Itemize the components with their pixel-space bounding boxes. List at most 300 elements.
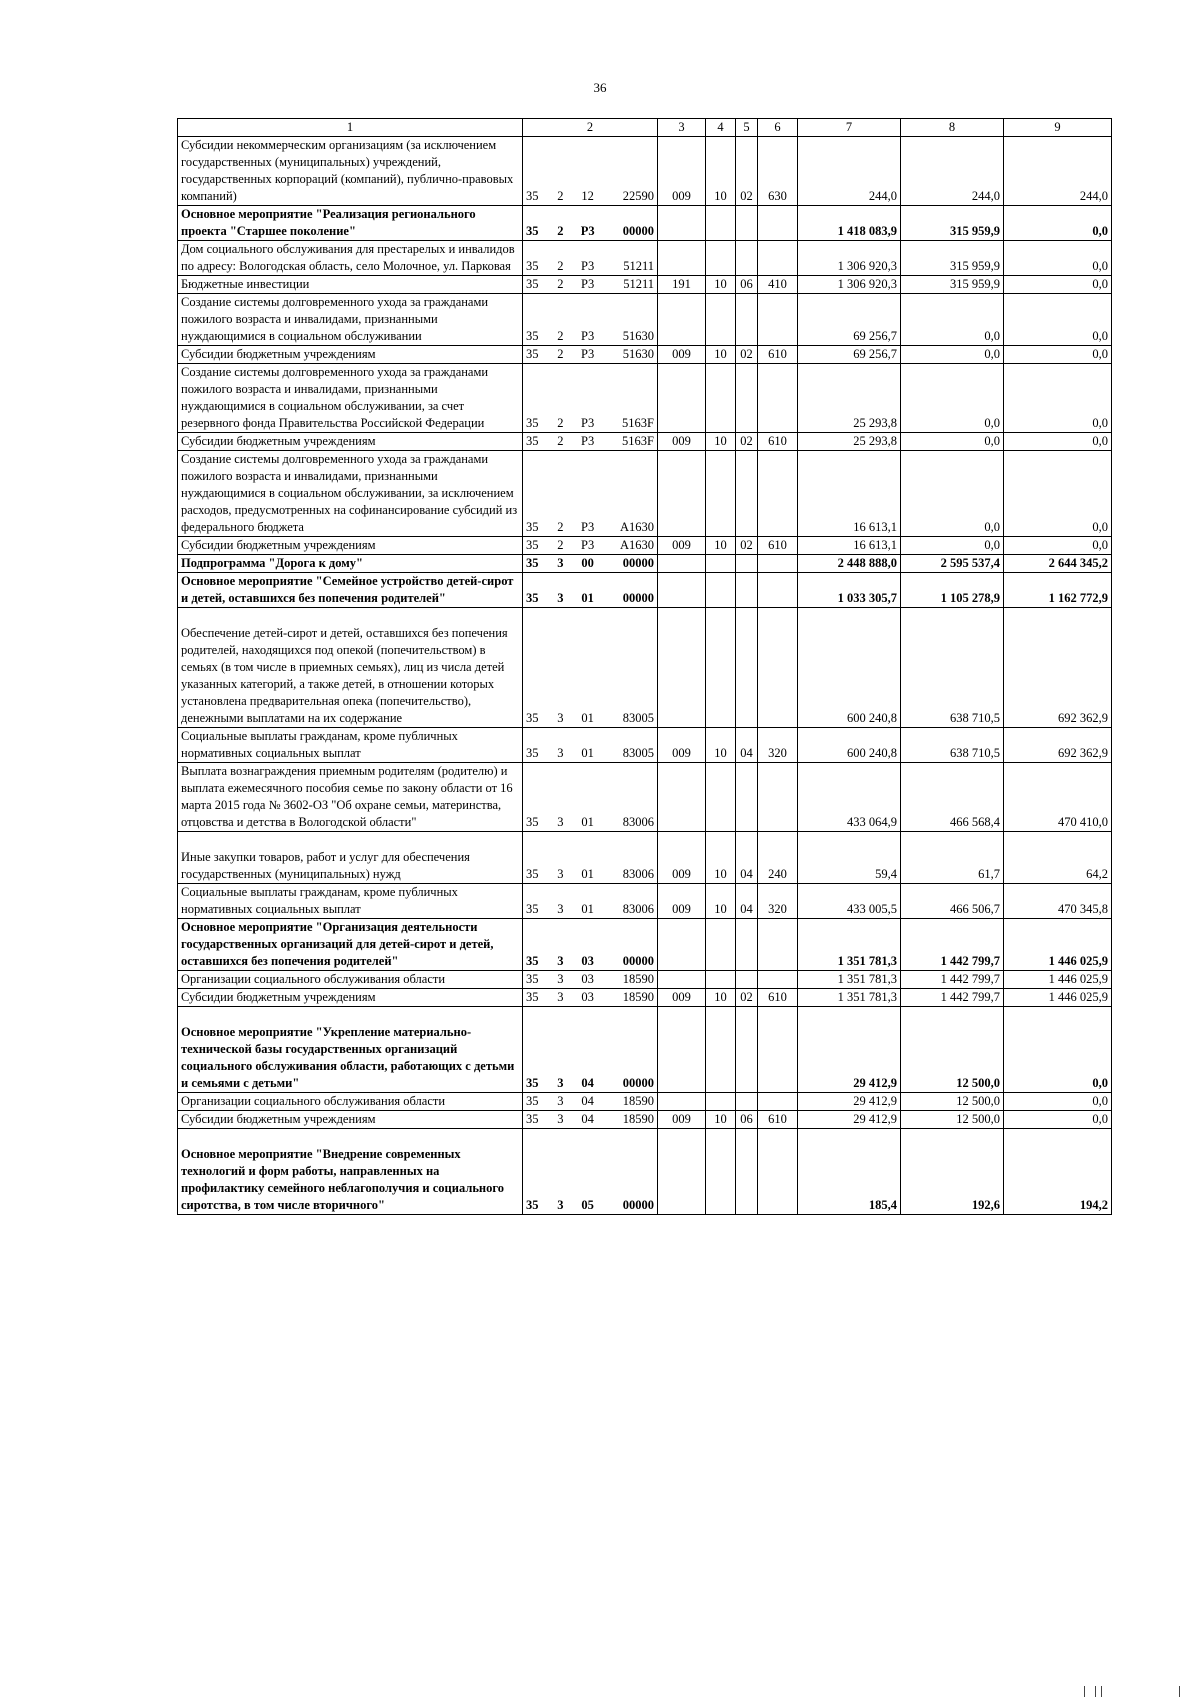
row-value-7: 59,4 — [798, 832, 901, 884]
row-col5: 02 — [736, 433, 758, 451]
row-value-9: 0,0 — [1004, 537, 1112, 555]
code-part: 12 — [581, 189, 594, 203]
code-part: 35 — [526, 1198, 539, 1212]
row-value-8: 0,0 — [901, 433, 1004, 451]
row-name: Создание системы долговременного ухода за гражданами пожилого возраста и инвалидами, признанными нуждающимися в социальном обслуживании, за исключением расходов, предусмотренных на софинансирование субсидий из федерального бюджета — [178, 451, 523, 537]
code-part: 00000 — [622, 1198, 654, 1212]
row-value-9: 0,0 — [1004, 451, 1112, 537]
code-part: P3 — [580, 224, 595, 238]
row-code — [523, 294, 658, 346]
row-code — [523, 989, 658, 1007]
row-col6 — [758, 1129, 798, 1215]
table-row — [178, 364, 1112, 433]
row-value-8: 638 710,5 — [901, 728, 1004, 763]
row-name: Основное мероприятие "Организация деятельности государственных организаций для детей-сирот и детей, оставшихся без попечения родителей" — [178, 919, 523, 971]
table-row — [178, 763, 1112, 832]
table-body — [178, 137, 1112, 1215]
row-col3 — [658, 1129, 706, 1215]
row-value-9: 470 345,8 — [1004, 884, 1112, 919]
row-value-8: 0,0 — [901, 294, 1004, 346]
row-code — [523, 763, 658, 832]
code-part: P3 — [581, 416, 595, 430]
row-col6: 610 — [758, 537, 798, 555]
row-value-8: 2 595 537,4 — [901, 555, 1004, 573]
table-row — [178, 137, 1112, 206]
row-col4: 10 — [706, 433, 736, 451]
row-col4 — [706, 294, 736, 346]
row-name: Подпрограмма "Дорога к дому" — [178, 555, 523, 573]
header-cell: 9 — [1004, 119, 1112, 137]
row-col4: 10 — [706, 137, 736, 206]
row-col6: 610 — [758, 1111, 798, 1129]
row-value-7: 1 351 781,3 — [798, 989, 901, 1007]
row-value-9: 244,0 — [1004, 137, 1112, 206]
row-col5: 02 — [736, 137, 758, 206]
row-col5: 06 — [736, 276, 758, 294]
row-name: Организации социального обслуживания области — [178, 1093, 523, 1111]
row-value-9: 1 446 025,9 — [1004, 971, 1112, 989]
row-col3 — [658, 1007, 706, 1093]
code-part: P3 — [581, 538, 595, 552]
row-col3: 009 — [658, 884, 706, 919]
row-value-8: 192,6 — [901, 1129, 1004, 1215]
code-part: 04 — [581, 1076, 594, 1090]
table-row — [178, 919, 1112, 971]
code-part: A1630 — [619, 520, 654, 534]
code-part: P3 — [581, 434, 595, 448]
code-part: 3 — [557, 972, 564, 986]
row-value-7: 25 293,8 — [798, 433, 901, 451]
row-col3: 009 — [658, 137, 706, 206]
row-name: Социальные выплаты гражданам, кроме публичных нормативных социальных выплат — [178, 728, 523, 763]
row-col3: 009 — [658, 433, 706, 451]
row-col3 — [658, 241, 706, 276]
budget-table — [177, 118, 1112, 1215]
row-name: Основное мероприятие "Внедрение современных технологий и форм работы, направленных на профилактику семейного неблагополучия и социального сиротства, в том числе вторичного" — [178, 1129, 523, 1215]
row-col3: 191 — [658, 276, 706, 294]
row-value-7: 433 005,5 — [798, 884, 901, 919]
row-col4: 10 — [706, 537, 736, 555]
code-part: P3 — [581, 259, 595, 273]
row-col5: 02 — [736, 346, 758, 364]
row-col4 — [706, 1129, 736, 1215]
row-col4: 10 — [706, 346, 736, 364]
row-name: Субсидии бюджетным учреждениям — [178, 537, 523, 555]
code-part: P3 — [581, 277, 595, 291]
row-name: Субсидии бюджетным учреждениям — [178, 433, 523, 451]
code-part: 35 — [526, 259, 539, 273]
code-part: 35 — [526, 1094, 539, 1108]
table-row — [178, 728, 1112, 763]
code-part: 04 — [581, 1112, 594, 1126]
row-col5 — [736, 294, 758, 346]
code-part: 5163F — [622, 416, 654, 430]
code-part: 01 — [581, 591, 594, 605]
row-col6: 410 — [758, 276, 798, 294]
row-col3 — [658, 364, 706, 433]
code-part: 83005 — [622, 711, 654, 725]
code-part: 18590 — [622, 990, 654, 1004]
code-part: 35 — [526, 347, 539, 361]
row-col3 — [658, 1093, 706, 1111]
row-col3 — [658, 555, 706, 573]
row-value-8: 466 568,4 — [901, 763, 1004, 832]
code-part: 3 — [557, 954, 564, 968]
row-col3 — [658, 971, 706, 989]
row-code — [523, 608, 658, 728]
code-part: 18590 — [622, 1094, 654, 1108]
code-part: 51211 — [623, 277, 654, 291]
header-cell: 3 — [658, 119, 706, 137]
code-part: 3 — [557, 867, 564, 881]
header-cell: 2 — [523, 119, 658, 137]
row-col3: 009 — [658, 832, 706, 884]
row-value-7: 2 448 888,0 — [798, 555, 901, 573]
code-part: 2 — [557, 538, 564, 552]
code-part: 35 — [526, 329, 539, 343]
row-col6: 610 — [758, 433, 798, 451]
row-col6 — [758, 451, 798, 537]
row-col4: 10 — [706, 832, 736, 884]
row-col6 — [758, 364, 798, 433]
row-value-9: 0,0 — [1004, 364, 1112, 433]
row-name: Бюджетные инвестиции — [178, 276, 523, 294]
code-part: 83006 — [622, 902, 654, 916]
row-name: Иные закупки товаров, работ и услуг для обеспечения государственных (муниципальных) нужд — [178, 832, 523, 884]
row-col3: 009 — [658, 537, 706, 555]
row-code — [523, 364, 658, 433]
row-col5 — [736, 971, 758, 989]
row-value-9: 0,0 — [1004, 346, 1112, 364]
code-part: 03 — [581, 990, 594, 1004]
row-value-7: 29 412,9 — [798, 1007, 901, 1093]
row-col6 — [758, 608, 798, 728]
code-part: 22590 — [622, 189, 654, 203]
code-part: 2 — [557, 259, 564, 273]
header-cell: 7 — [798, 119, 901, 137]
row-col5: 06 — [736, 1111, 758, 1129]
code-part: 00000 — [622, 1076, 654, 1090]
row-code — [523, 1093, 658, 1111]
row-name: Организации социального обслуживания области — [178, 971, 523, 989]
code-part: 35 — [526, 189, 539, 203]
row-col4 — [706, 206, 736, 241]
scan-mark — [1084, 1686, 1085, 1697]
row-col6 — [758, 1093, 798, 1111]
row-col5 — [736, 1007, 758, 1093]
row-col6 — [758, 573, 798, 608]
code-part: 00000 — [622, 556, 654, 570]
header-row — [178, 119, 1112, 137]
code-part: 18590 — [622, 972, 654, 986]
table-row — [178, 832, 1112, 884]
row-col5 — [736, 763, 758, 832]
code-part: 00 — [581, 556, 594, 570]
row-col4 — [706, 573, 736, 608]
row-col4 — [706, 1007, 736, 1093]
row-value-7: 433 064,9 — [798, 763, 901, 832]
row-value-8: 1 105 278,9 — [901, 573, 1004, 608]
row-col3 — [658, 763, 706, 832]
row-code — [523, 276, 658, 294]
code-part: 35 — [526, 520, 539, 534]
code-part: 35 — [526, 556, 539, 570]
code-part: 01 — [581, 711, 594, 725]
row-value-7: 16 613,1 — [798, 537, 901, 555]
row-value-7: 600 240,8 — [798, 728, 901, 763]
code-part: 05 — [581, 1198, 594, 1212]
row-col4: 10 — [706, 884, 736, 919]
table-row — [178, 241, 1112, 276]
header-cell: 4 — [706, 119, 736, 137]
code-part: 51211 — [623, 259, 654, 273]
row-value-7: 244,0 — [798, 137, 901, 206]
code-part: 35 — [526, 1112, 539, 1126]
row-col4 — [706, 555, 736, 573]
row-value-8: 638 710,5 — [901, 608, 1004, 728]
row-col4 — [706, 608, 736, 728]
code-part: 3 — [557, 902, 564, 916]
code-part: 3 — [557, 1112, 564, 1126]
code-part: 18590 — [622, 1112, 654, 1126]
code-part: 3 — [557, 1094, 564, 1108]
row-value-9: 470 410,0 — [1004, 763, 1112, 832]
row-value-9: 1 446 025,9 — [1004, 989, 1112, 1007]
row-value-9: 0,0 — [1004, 1007, 1112, 1093]
row-value-8: 12 500,0 — [901, 1111, 1004, 1129]
code-part: 35 — [526, 416, 539, 430]
code-part: P3 — [581, 520, 595, 534]
row-code — [523, 346, 658, 364]
table-row — [178, 346, 1112, 364]
code-part: 3 — [557, 815, 564, 829]
header-cell: 6 — [758, 119, 798, 137]
code-part: 00000 — [622, 954, 654, 968]
row-col5 — [736, 206, 758, 241]
code-part: 35 — [526, 1076, 539, 1090]
table-row — [178, 1093, 1112, 1111]
row-col4 — [706, 1093, 736, 1111]
row-name: Основное мероприятие "Реализация регионального проекта "Старшее поколение" — [178, 206, 523, 241]
code-part: 3 — [557, 591, 564, 605]
row-col6: 610 — [758, 989, 798, 1007]
row-value-8: 1 442 799,7 — [901, 989, 1004, 1007]
row-col6: 320 — [758, 884, 798, 919]
code-part: 03 — [581, 972, 594, 986]
row-value-8: 315 959,9 — [901, 276, 1004, 294]
row-value-7: 29 412,9 — [798, 1093, 901, 1111]
code-part: 35 — [526, 954, 539, 968]
row-code — [523, 451, 658, 537]
row-col5: 04 — [736, 884, 758, 919]
row-col5 — [736, 555, 758, 573]
row-value-7: 1 306 920,3 — [798, 241, 901, 276]
code-part: 35 — [526, 224, 539, 238]
code-part: 01 — [581, 815, 594, 829]
row-col4 — [706, 971, 736, 989]
header-cell: 1 — [178, 119, 523, 137]
row-code — [523, 573, 658, 608]
table-row — [178, 433, 1112, 451]
row-value-7: 600 240,8 — [798, 608, 901, 728]
code-part: 3 — [557, 1076, 564, 1090]
row-col4: 10 — [706, 989, 736, 1007]
code-part: 35 — [526, 972, 539, 986]
table-row — [178, 451, 1112, 537]
row-value-7: 1 306 920,3 — [798, 276, 901, 294]
row-value-9: 692 362,9 — [1004, 608, 1112, 728]
row-value-7: 1 033 305,7 — [798, 573, 901, 608]
row-value-9: 0,0 — [1004, 1093, 1112, 1111]
row-value-8: 315 959,9 — [901, 241, 1004, 276]
row-value-9: 0,0 — [1004, 1111, 1112, 1129]
row-value-9: 0,0 — [1004, 294, 1112, 346]
table-row — [178, 1007, 1112, 1093]
row-value-7: 25 293,8 — [798, 364, 901, 433]
code-part: 00000 — [622, 224, 654, 238]
row-col4 — [706, 451, 736, 537]
table-row — [178, 1129, 1112, 1215]
code-part: 01 — [581, 746, 594, 760]
row-col3 — [658, 573, 706, 608]
row-code — [523, 919, 658, 971]
row-name: Субсидии бюджетным учреждениям — [178, 346, 523, 364]
row-value-9: 0,0 — [1004, 241, 1112, 276]
row-code — [523, 537, 658, 555]
row-value-7: 69 256,7 — [798, 294, 901, 346]
row-name: Создание системы долговременного ухода за гражданами пожилого возраста и инвалидами, признанными нуждающимися в социальном обслуживании — [178, 294, 523, 346]
table-row — [178, 971, 1112, 989]
row-col4 — [706, 763, 736, 832]
code-part: 3 — [557, 1198, 564, 1212]
row-code — [523, 832, 658, 884]
row-col6: 320 — [758, 728, 798, 763]
code-part: 35 — [526, 867, 539, 881]
code-part: 35 — [526, 711, 539, 725]
row-col6 — [758, 555, 798, 573]
table-row — [178, 1111, 1112, 1129]
code-part: 2 — [557, 277, 564, 291]
row-code — [523, 206, 658, 241]
row-code — [523, 971, 658, 989]
row-col3: 009 — [658, 1111, 706, 1129]
row-col4 — [706, 919, 736, 971]
row-col5: 04 — [736, 832, 758, 884]
row-value-7: 185,4 — [798, 1129, 901, 1215]
row-value-7: 1 418 083,9 — [798, 206, 901, 241]
table-row — [178, 294, 1112, 346]
row-value-7: 29 412,9 — [798, 1111, 901, 1129]
row-value-7: 1 351 781,3 — [798, 971, 901, 989]
row-name: Субсидии некоммерческим организациям (за исключением государственных (муниципальных) учреждений, государственных корпораций (компаний), публично-правовых компаний) — [178, 137, 523, 206]
row-col5 — [736, 608, 758, 728]
row-col3 — [658, 608, 706, 728]
table-row — [178, 608, 1112, 728]
code-part: 5163F — [622, 434, 654, 448]
row-col3 — [658, 451, 706, 537]
code-part: 3 — [557, 711, 564, 725]
row-code — [523, 728, 658, 763]
code-part: P3 — [581, 329, 595, 343]
row-value-8: 244,0 — [901, 137, 1004, 206]
row-value-8: 315 959,9 — [901, 206, 1004, 241]
row-value-9: 1 446 025,9 — [1004, 919, 1112, 971]
row-value-7: 1 351 781,3 — [798, 919, 901, 971]
row-value-8: 0,0 — [901, 364, 1004, 433]
row-col6 — [758, 294, 798, 346]
code-part: 83006 — [622, 815, 654, 829]
row-value-9: 0,0 — [1004, 433, 1112, 451]
code-part: 2 — [557, 224, 564, 238]
row-code — [523, 1129, 658, 1215]
row-col6 — [758, 971, 798, 989]
row-name: Субсидии бюджетным учреждениям — [178, 1111, 523, 1129]
row-code — [523, 241, 658, 276]
code-part: 2 — [557, 434, 564, 448]
code-part: 3 — [557, 990, 564, 1004]
row-col3 — [658, 206, 706, 241]
row-value-8: 12 500,0 — [901, 1007, 1004, 1093]
row-name: Обеспечение детей-сирот и детей, оставшихся без попечения родителей, находящихся под опекой (попечительством) в семьях (в том числе в приемных семьях), лиц из числа детей указанных категорий, а также детей, в отношении которых установлена предварительная опека (попечительство), денежными выплатами на их содержание — [178, 608, 523, 728]
row-name: Основное мероприятие "Укрепление материально-технической базы государственных организаций социального обслуживания области, работающих с детьми и семьями с детьми" — [178, 1007, 523, 1093]
row-col5 — [736, 919, 758, 971]
row-col3: 009 — [658, 346, 706, 364]
row-col5 — [736, 1129, 758, 1215]
row-value-9: 1 162 772,9 — [1004, 573, 1112, 608]
row-col6: 630 — [758, 137, 798, 206]
row-code — [523, 884, 658, 919]
row-col5 — [736, 451, 758, 537]
row-value-9: 692 362,9 — [1004, 728, 1112, 763]
table-row — [178, 206, 1112, 241]
row-value-9: 2 644 345,2 — [1004, 555, 1112, 573]
row-col6 — [758, 919, 798, 971]
code-part: 01 — [581, 902, 594, 916]
row-value-9: 194,2 — [1004, 1129, 1112, 1215]
row-code — [523, 1007, 658, 1093]
row-code — [523, 137, 658, 206]
table-row — [178, 884, 1112, 919]
row-name: Дом социального обслуживания для престарелых и инвалидов по адресу: Вологодская область, село Молочное, ул. Парковая — [178, 241, 523, 276]
code-part: 35 — [526, 277, 539, 291]
row-value-8: 0,0 — [901, 346, 1004, 364]
row-col3 — [658, 294, 706, 346]
row-col6 — [758, 763, 798, 832]
row-code — [523, 1111, 658, 1129]
row-code — [523, 433, 658, 451]
row-col6: 240 — [758, 832, 798, 884]
code-part: P3 — [581, 347, 595, 361]
table-row — [178, 573, 1112, 608]
page-number: 36 — [593, 80, 607, 95]
row-col5 — [736, 241, 758, 276]
table-row — [178, 989, 1112, 1007]
row-value-9: 0,0 — [1004, 276, 1112, 294]
code-part: 01 — [581, 867, 594, 881]
row-col5 — [736, 573, 758, 608]
code-part: A1630 — [619, 538, 654, 552]
header-cell: 8 — [901, 119, 1004, 137]
row-col6 — [758, 241, 798, 276]
row-col5: 02 — [736, 989, 758, 1007]
scan-mark — [1101, 1686, 1102, 1697]
code-part: 2 — [557, 189, 564, 203]
row-value-8: 0,0 — [901, 451, 1004, 537]
row-code — [523, 555, 658, 573]
table-row — [178, 537, 1112, 555]
scan-mark — [1095, 1686, 1096, 1697]
code-part: 3 — [557, 746, 564, 760]
